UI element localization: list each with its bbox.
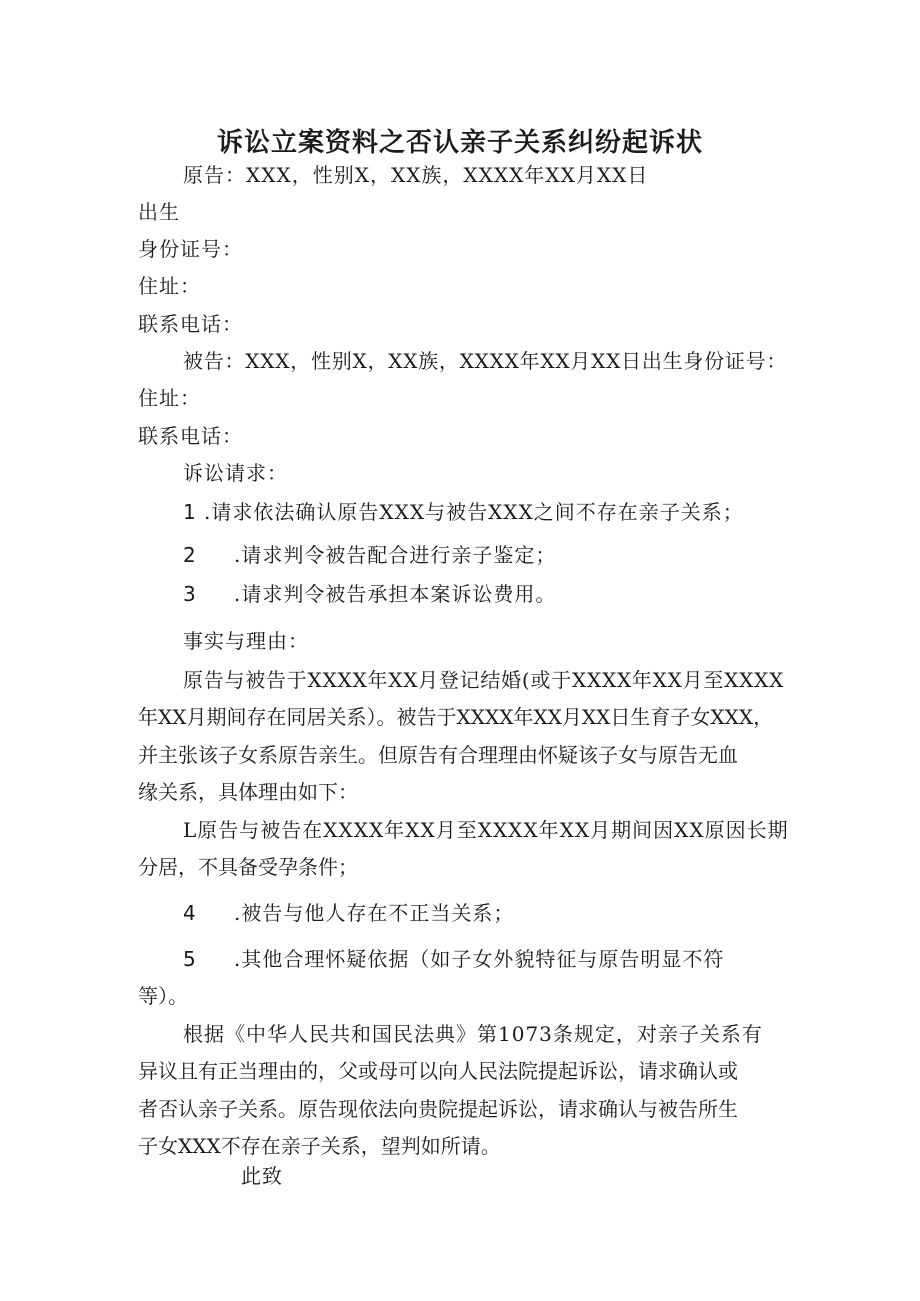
plaintiff-id: 身份证号： — [138, 237, 243, 261]
claim-text: .请求判令被告配合进行亲子鉴定； — [234, 543, 557, 567]
facts-paragraph-line: 并主张该子女系原告亲生。但原告有合理理由怀疑该子女与原告无血 — [138, 743, 738, 767]
claims-heading: 诉讼请求： — [183, 461, 288, 485]
claim-number: 1 — [183, 500, 196, 524]
plaintiff-address: 住址： — [138, 274, 201, 298]
legal-basis-line: 异议且有正当理由的，父或母可以向人民法院提起诉讼，请求确认或 — [138, 1059, 738, 1083]
defendant-line: 被告：XXX，性别X，XX族，XXXX年XX月XX日出生身份证号： — [183, 349, 788, 373]
defendant-address: 住址： — [138, 386, 201, 410]
legal-basis-line: 根据《中华人民共和国民法典》第1073条规定，对亲子关系有 — [183, 1022, 763, 1046]
reason-line: L原告与被告在XXXX年XX月至XXXX年XX月期间因XX原因长期 — [183, 818, 789, 842]
plaintiff-line: 原告：XXX，性别X，XX族，XXXX年XX月XX日 — [183, 163, 649, 187]
reason-line: 分居，不具备受孕条件； — [138, 855, 358, 879]
facts-heading: 事实与理由： — [183, 629, 309, 653]
legal-basis-line: 子女XXX不存在亲子关系，望判如所请。 — [138, 1134, 501, 1158]
closing-salutation: 此致 — [241, 1164, 283, 1188]
defendant-phone: 联系电话： — [138, 424, 243, 448]
facts-paragraph-line: 缘关系，具体理由如下： — [138, 780, 358, 804]
claim-text: .请求依法确认原告XXX与被告XXX之间不存在亲子关系； — [204, 500, 744, 524]
claim-number: 3 — [183, 582, 196, 606]
plaintiff-birth: 出生 — [138, 200, 180, 224]
reason-number: 4 — [183, 901, 196, 925]
reason-text: .被告与他人存在不正当关系； — [234, 901, 515, 925]
reason-text: .其他合理怀疑依据（如子女外貌特征与原告明显不符 — [234, 947, 725, 971]
reason-number: 5 — [183, 947, 196, 971]
reason-continuation: 等）。 — [138, 984, 188, 1008]
document-title: 诉讼立案资料之否认亲子关系纠纷起诉状 — [216, 128, 703, 158]
legal-basis-line: 者否认亲子关系。原告现依法向贵院提起诉讼，请求确认与被告所生 — [138, 1097, 738, 1121]
plaintiff-phone: 联系电话： — [138, 312, 243, 336]
facts-paragraph-line: 年XX月期间存在同居关系）。被告于XXXX年XX月XX日生育子女XXX， — [138, 705, 774, 729]
claim-number: 2 — [183, 543, 196, 567]
claim-text: .请求判令被告承担本案诉讼费用。 — [234, 582, 557, 606]
facts-paragraph-line: 原告与被告于XXXX年XX月登记结婚(或于XXXX年XX月至XXXX — [183, 668, 785, 692]
